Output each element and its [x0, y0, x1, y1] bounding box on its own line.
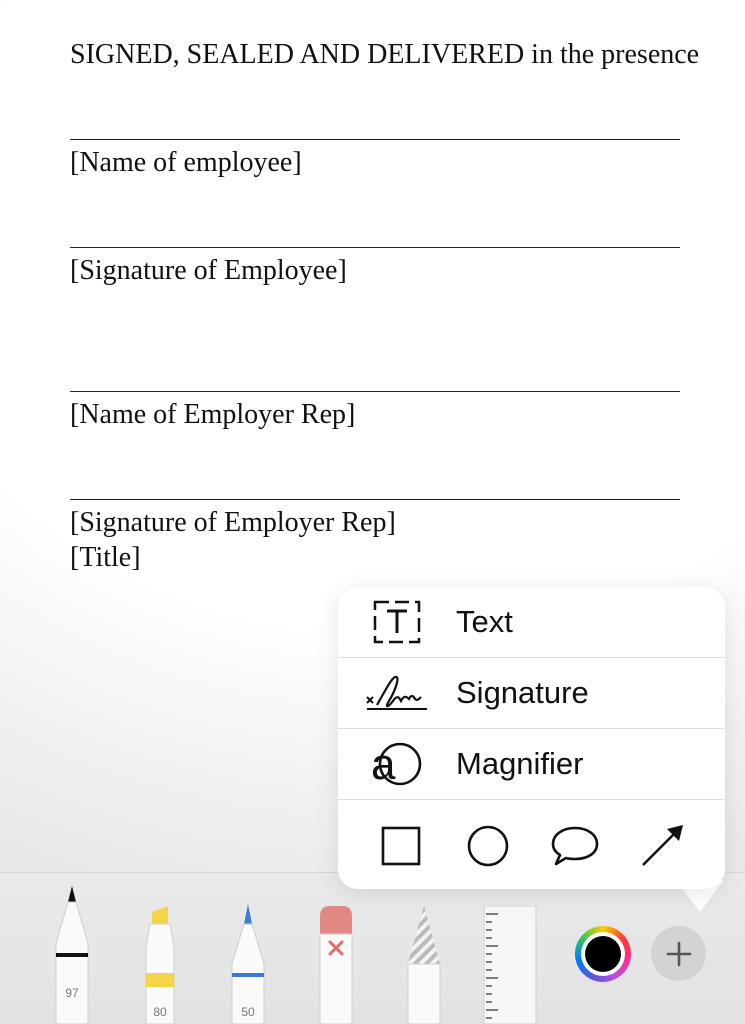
menu-item-text-label: Text	[456, 604, 513, 639]
shape-options	[338, 802, 725, 889]
signature-line	[70, 391, 680, 392]
menu-item-text[interactable]	[338, 587, 725, 658]
color-picker-button[interactable]	[575, 926, 631, 982]
eraser-icon	[316, 904, 356, 1024]
speech-bubble-icon	[550, 825, 600, 867]
highlighter-width-label: 80	[153, 1005, 167, 1019]
markup-popover-menu	[338, 587, 725, 889]
square-shape-icon	[381, 826, 421, 866]
pen-icon	[52, 884, 92, 1024]
text-box-icon	[338, 587, 456, 657]
plus-icon	[665, 940, 693, 968]
lasso-icon	[404, 904, 444, 1024]
ruler-tool[interactable]	[482, 906, 538, 1024]
menu-item-magnifier[interactable]	[338, 729, 725, 800]
color-well-ring	[581, 932, 625, 976]
ruler-icon	[482, 906, 538, 1024]
add-markup-button[interactable]	[651, 926, 706, 981]
arrow-shape-button[interactable]	[632, 816, 692, 876]
name-of-employee-label: [Name of employee]	[70, 147, 302, 178]
document-heading: SIGNED, SEALED AND DELIVERED in the presence	[70, 39, 700, 70]
name-of-employer-rep-label: [Name of Employer Rep]	[70, 399, 356, 430]
pen-tool[interactable]	[52, 884, 92, 1024]
current-color-swatch	[585, 936, 621, 972]
title-label: [Title]	[70, 542, 141, 573]
square-shape-button[interactable]	[371, 816, 431, 876]
lasso-tool[interactable]	[404, 904, 444, 1024]
speech-bubble-button[interactable]	[545, 816, 605, 876]
signature-line	[70, 139, 680, 140]
circle-shape-icon	[466, 824, 510, 868]
signature-of-employer-rep-label: [Signature of Employer Rep]	[70, 507, 396, 538]
magnifier-icon	[338, 729, 456, 799]
circle-shape-button[interactable]	[458, 816, 518, 876]
menu-item-magnifier-label: Magnifier	[456, 746, 584, 781]
arrow-icon	[639, 823, 685, 869]
markup-toolbar	[0, 872, 745, 1024]
svg-text:a: a	[371, 740, 396, 789]
menu-item-signature-label: Signature	[456, 675, 589, 710]
eraser-tool[interactable]	[316, 904, 356, 1024]
pencil-width-label: 50	[241, 1005, 255, 1019]
signature-of-employee-label: [Signature of Employee]	[70, 255, 347, 286]
pen-width-label: 97	[65, 986, 79, 1000]
signature-line	[70, 247, 680, 248]
signature-line	[70, 499, 680, 500]
signature-icon	[338, 658, 456, 728]
menu-item-signature[interactable]	[338, 658, 725, 729]
